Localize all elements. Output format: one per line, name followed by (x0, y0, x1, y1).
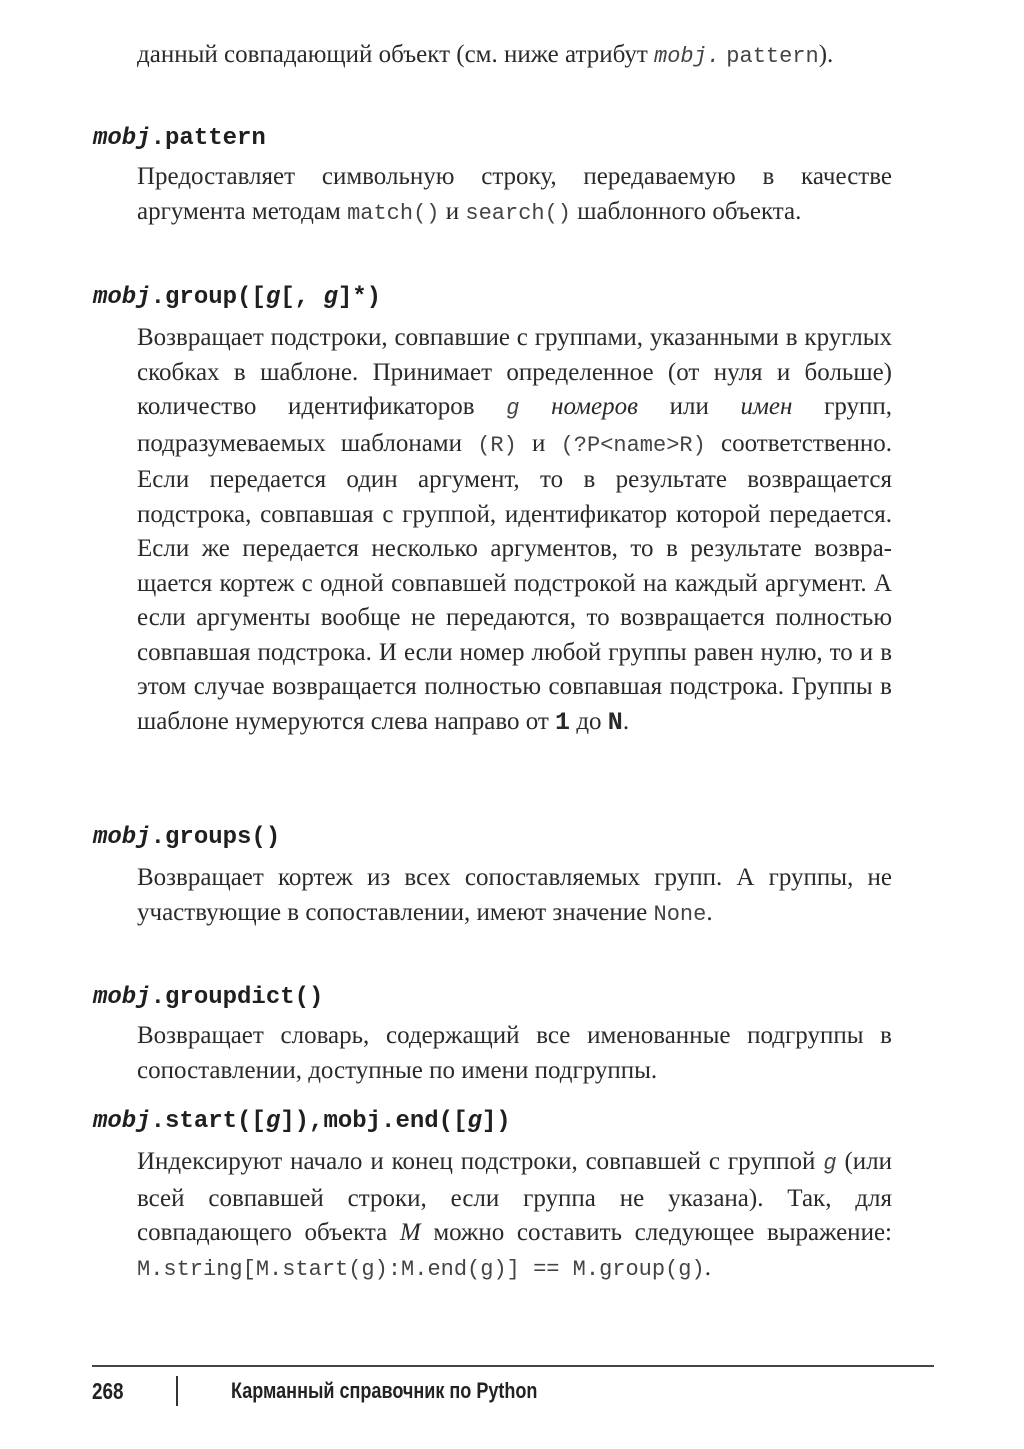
text: Возвращает кортеж из всех сопоставляемых групп. А группы, не участвующие в сопоставлении, имеют значение (137, 864, 892, 926)
heading-part: ]*) (337, 284, 382, 311)
italic-m: M (399, 1219, 421, 1246)
code-r: (R) (477, 432, 517, 458)
heading-rest: .groupdict() (150, 984, 324, 1011)
code-named-group: (?P<name>R) (560, 432, 706, 458)
book-title: Карманный справочник по Python (231, 1378, 538, 1403)
heading-arg: g (467, 1108, 482, 1135)
heading-obj: mobj (93, 1108, 151, 1135)
intro-text-end: ). (818, 41, 834, 68)
paragraph-pattern (137, 160, 892, 231)
heading-part: ]),mobj.end([ (280, 1108, 468, 1135)
heading-part: [, (280, 284, 324, 311)
text: . (706, 898, 713, 926)
heading-mobj-groups (93, 824, 280, 851)
heading-obj: mobj (93, 284, 151, 311)
footer-separator (176, 1376, 178, 1406)
heading-mobj-group (93, 284, 381, 311)
text: Возвращает подстроки, совпавшие с группами, указанными в круглых скобках в шаблоне. Принимает определенное (от нуля и больше) количество идентификаторов (137, 324, 892, 420)
intro-code-pattern: pattern (726, 44, 819, 69)
heading-arg: g (323, 284, 338, 311)
code-none: None (653, 901, 707, 927)
text: Предоставляет символьную строку, передаваемую в качестве аргумента методам (137, 163, 892, 225)
text: можно составить следующее выражение: (420, 1219, 892, 1246)
intro-text: данный совпадающий объект (см. ниже атрибут (137, 41, 655, 68)
heading-obj: mobj (93, 984, 151, 1011)
heading-arg: g (265, 284, 281, 311)
text: и (516, 429, 561, 457)
code-search: search() (465, 200, 572, 226)
heading-part: .group([ (150, 284, 266, 311)
text: Возвращает словарь, содержащий все именованные подгруппы в сопоставлении, доступные по имени подгруппы. (137, 1022, 892, 1084)
code-one: 1 (555, 707, 571, 737)
footer-divider (92, 1365, 934, 1367)
text: . (622, 707, 630, 735)
text: или (637, 393, 741, 420)
text: (или всей совпавшей строки, если группа не указана). Так, для совпадающего объекта (137, 1148, 892, 1246)
text: Индексируют начало и конец подстроки, совпавшей с группой (137, 1148, 824, 1175)
text: . (704, 1253, 711, 1281)
page-number: 268 (92, 1378, 124, 1404)
code-g: g (506, 396, 520, 421)
heading-mobj-start-end (93, 1108, 511, 1135)
italic-text: номеров (519, 393, 638, 420)
heading-mobj-groupdict (93, 984, 323, 1011)
paragraph-start-end (137, 1145, 892, 1287)
italic-text: имен (740, 393, 793, 420)
paragraph-group (137, 321, 892, 740)
code-n: N (607, 707, 623, 737)
code-g: g (823, 1151, 837, 1176)
text: соответственно. Если передается один аргумент, то в результате возвращается подстрока, совпавшая с группой, идентификатор которой передается. Если же передается несколько аргументов, то в результате возвращается кортеж с одной совпавшей подстрокой на каждый аргумент. А если аргументы вообще не передаются, то возвращается полностью совпавшая подстрока. И если номер любой группы равен нулю, то и в этом случае возвращается полностью совпавшая подстрока. Группы в шаблоне нумеруются слева направо от (137, 429, 892, 735)
intro-code-mobj: mobj. (654, 44, 721, 69)
heading-obj: mobj (93, 824, 151, 851)
heading-rest: .pattern (150, 125, 266, 152)
heading-arg: g (265, 1108, 281, 1135)
code-match: match() (347, 200, 440, 226)
intro-paragraph (137, 38, 892, 75)
paragraph-groups (137, 861, 892, 932)
text: шаблонного объекта. (571, 197, 802, 225)
heading-obj: mobj (93, 125, 151, 152)
text: и (439, 197, 466, 225)
heading-rest: .groups() (150, 824, 281, 851)
paragraph-groupdict (137, 1019, 892, 1088)
text: групп, подразумеваемых шаблонами (137, 393, 893, 457)
heading-part: .start([ (150, 1108, 266, 1135)
heading-part: ]) (481, 1108, 511, 1135)
text: до (570, 707, 608, 735)
heading-mobj-pattern (93, 125, 266, 152)
code-expression: M.string[M.start(g):M.end(g)] == M.group(g) (137, 1256, 705, 1282)
